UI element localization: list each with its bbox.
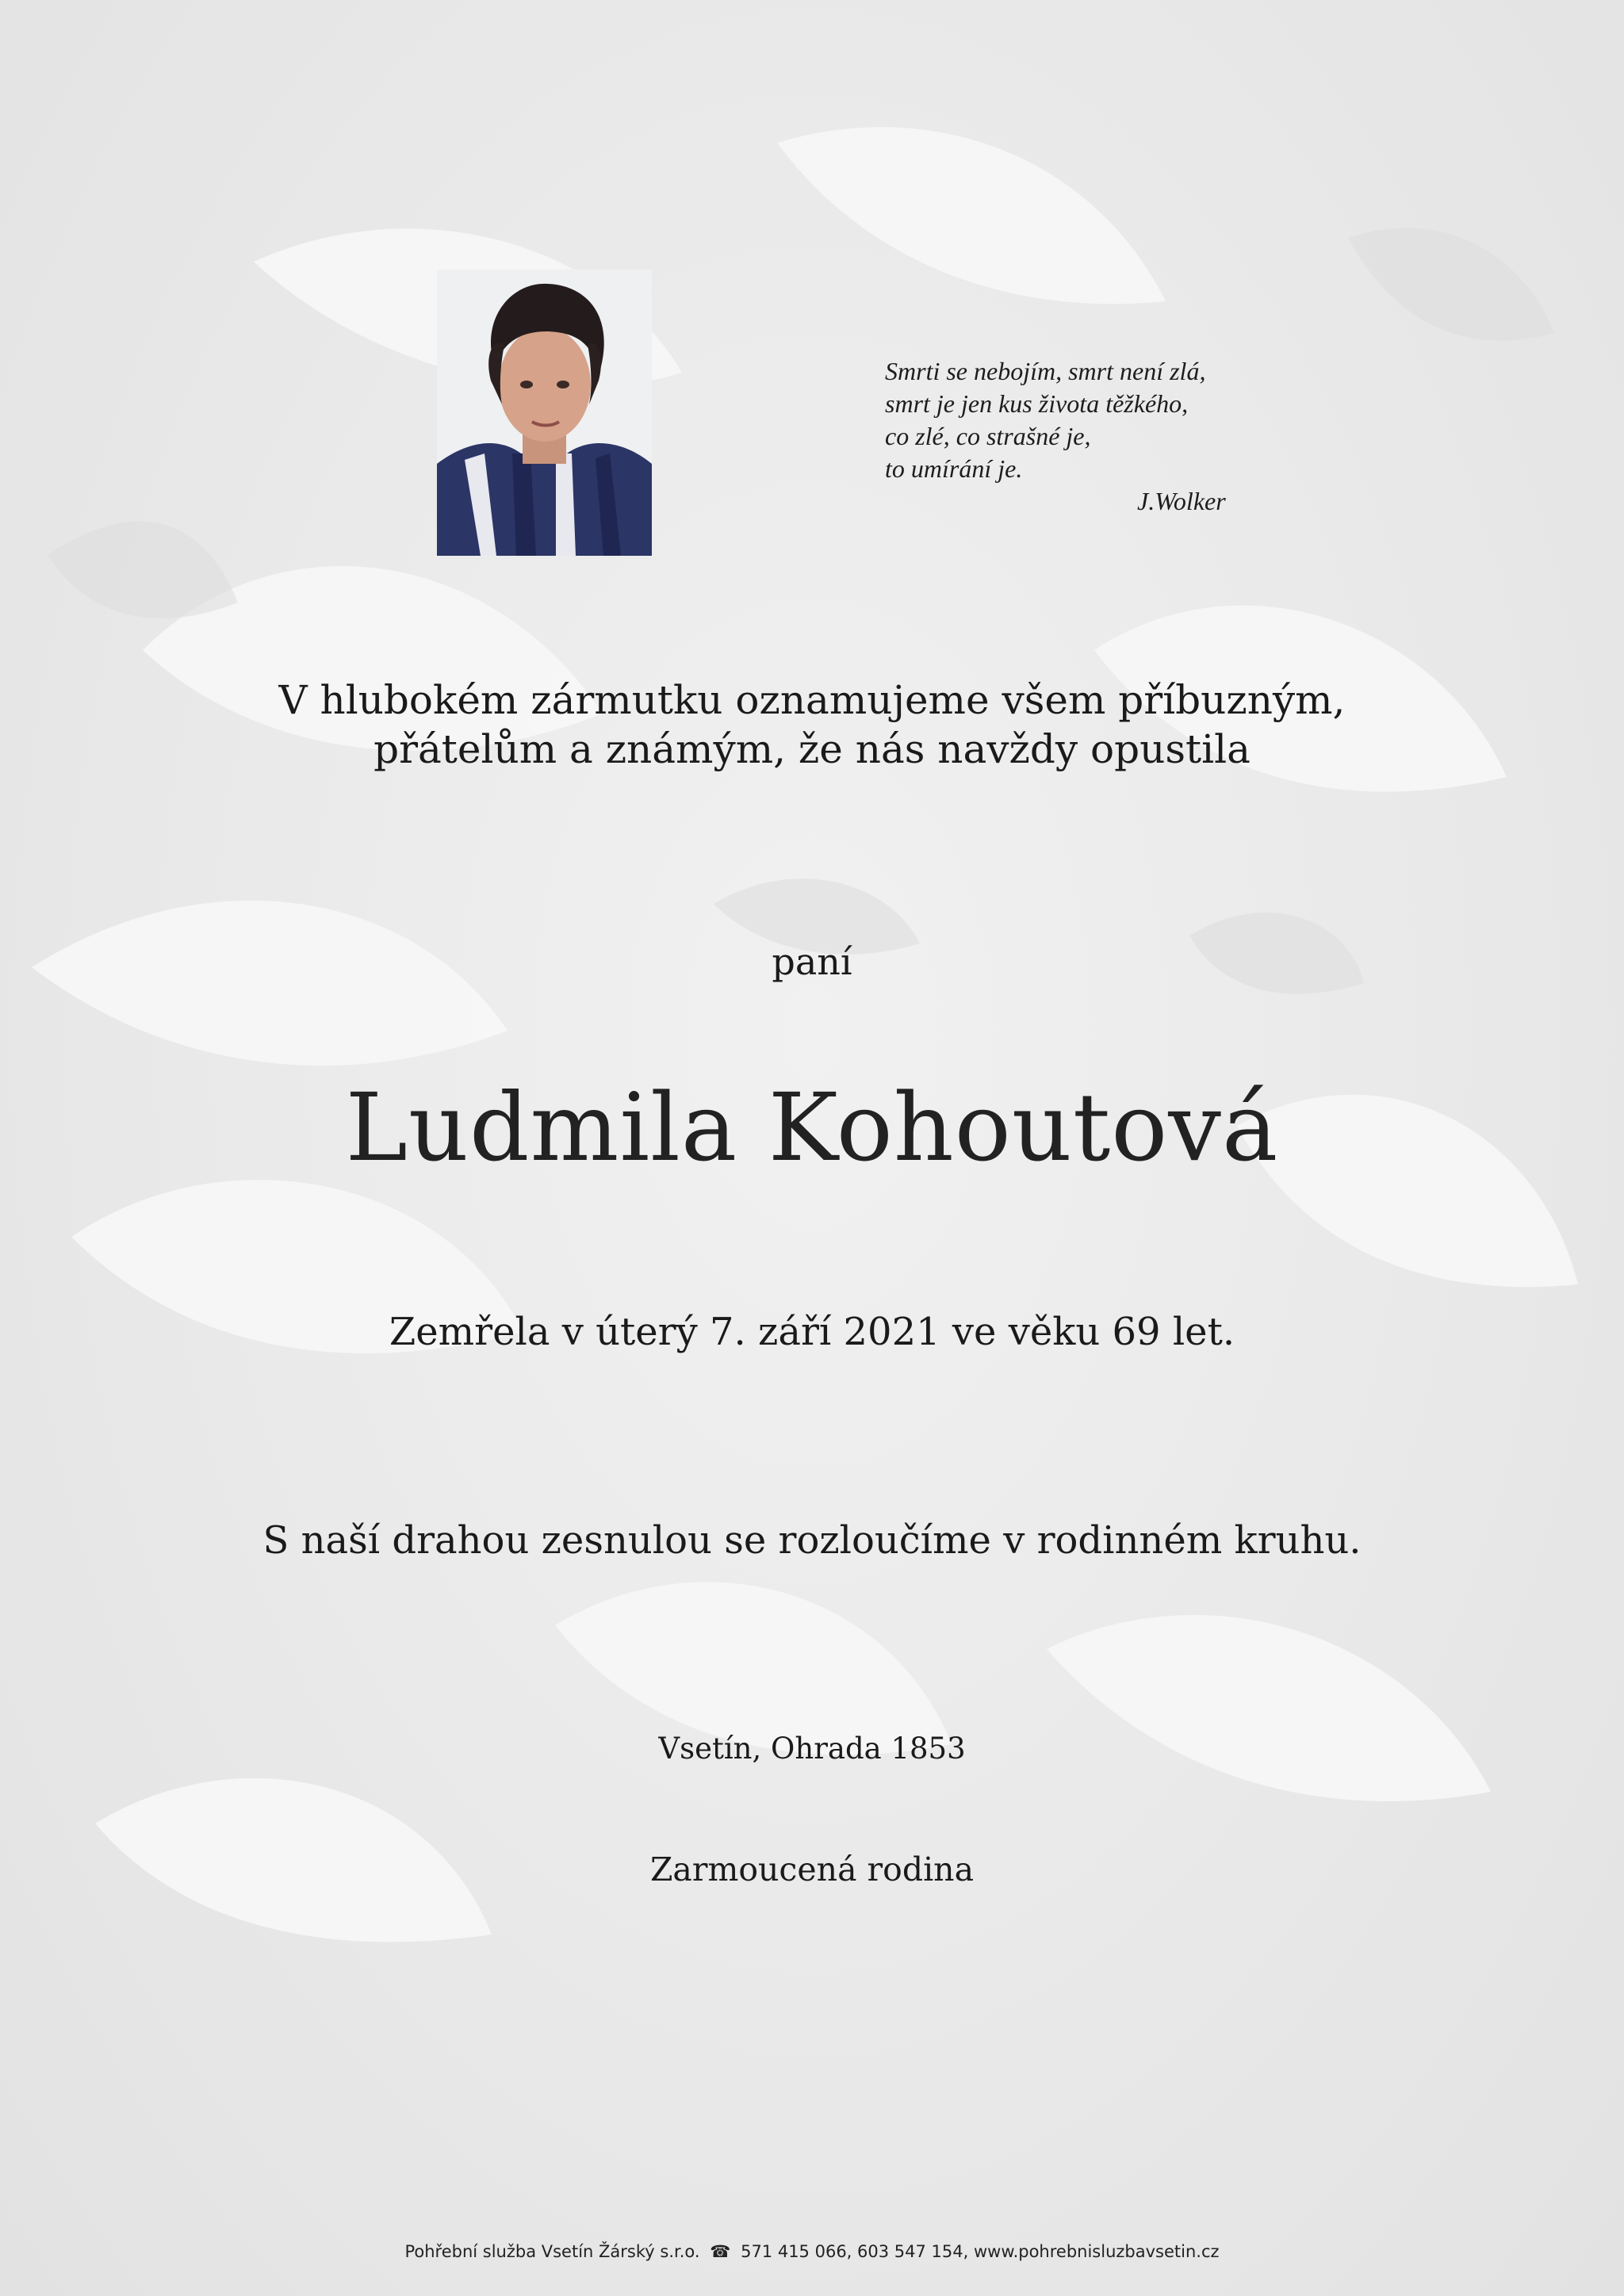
phone-icon: ☎ (710, 2242, 731, 2261)
announcement-text (0, 675, 1624, 774)
quote-author: J.Wolker (1137, 487, 1226, 515)
address: Vsetín, Ohrada 1853 (658, 1732, 966, 1766)
honorific: paní (772, 940, 852, 983)
quote-line: co zlé, co strašné je, (885, 422, 1091, 450)
footer (0, 2241, 1624, 2263)
announcement-line: V hlubokém zármutku oznamujeme všem příbuzným, (278, 677, 1346, 723)
deceased-name: Ludmila Kohoutová (345, 1073, 1279, 1182)
footer-company: Pohřební služba Vsetín Žárský s.r.o. (404, 2242, 700, 2261)
portrait-photo (437, 270, 652, 556)
announcement-line: přátelům a známým, že nás navždy opustila (373, 726, 1251, 772)
farewell-note: S naší drahou zesnulou se rozloučíme v rodinném kruhu. (262, 1518, 1362, 1563)
quote-line: smrt je jen kus života těžkého, (885, 389, 1189, 418)
footer-contacts: 571 415 066, 603 547 154, www.pohrebnisluzbavsetin.cz (741, 2242, 1220, 2261)
signature: Zarmoucená rodina (649, 1850, 975, 1888)
death-note: Zemřela v úterý 7. září 2021 ve věku 69 let. (389, 1310, 1235, 1354)
poem-quote (885, 355, 1297, 518)
quote-line: to umírání je. (885, 454, 1023, 483)
quote-line: Smrti se nebojím, smrt není zlá, (885, 357, 1206, 385)
